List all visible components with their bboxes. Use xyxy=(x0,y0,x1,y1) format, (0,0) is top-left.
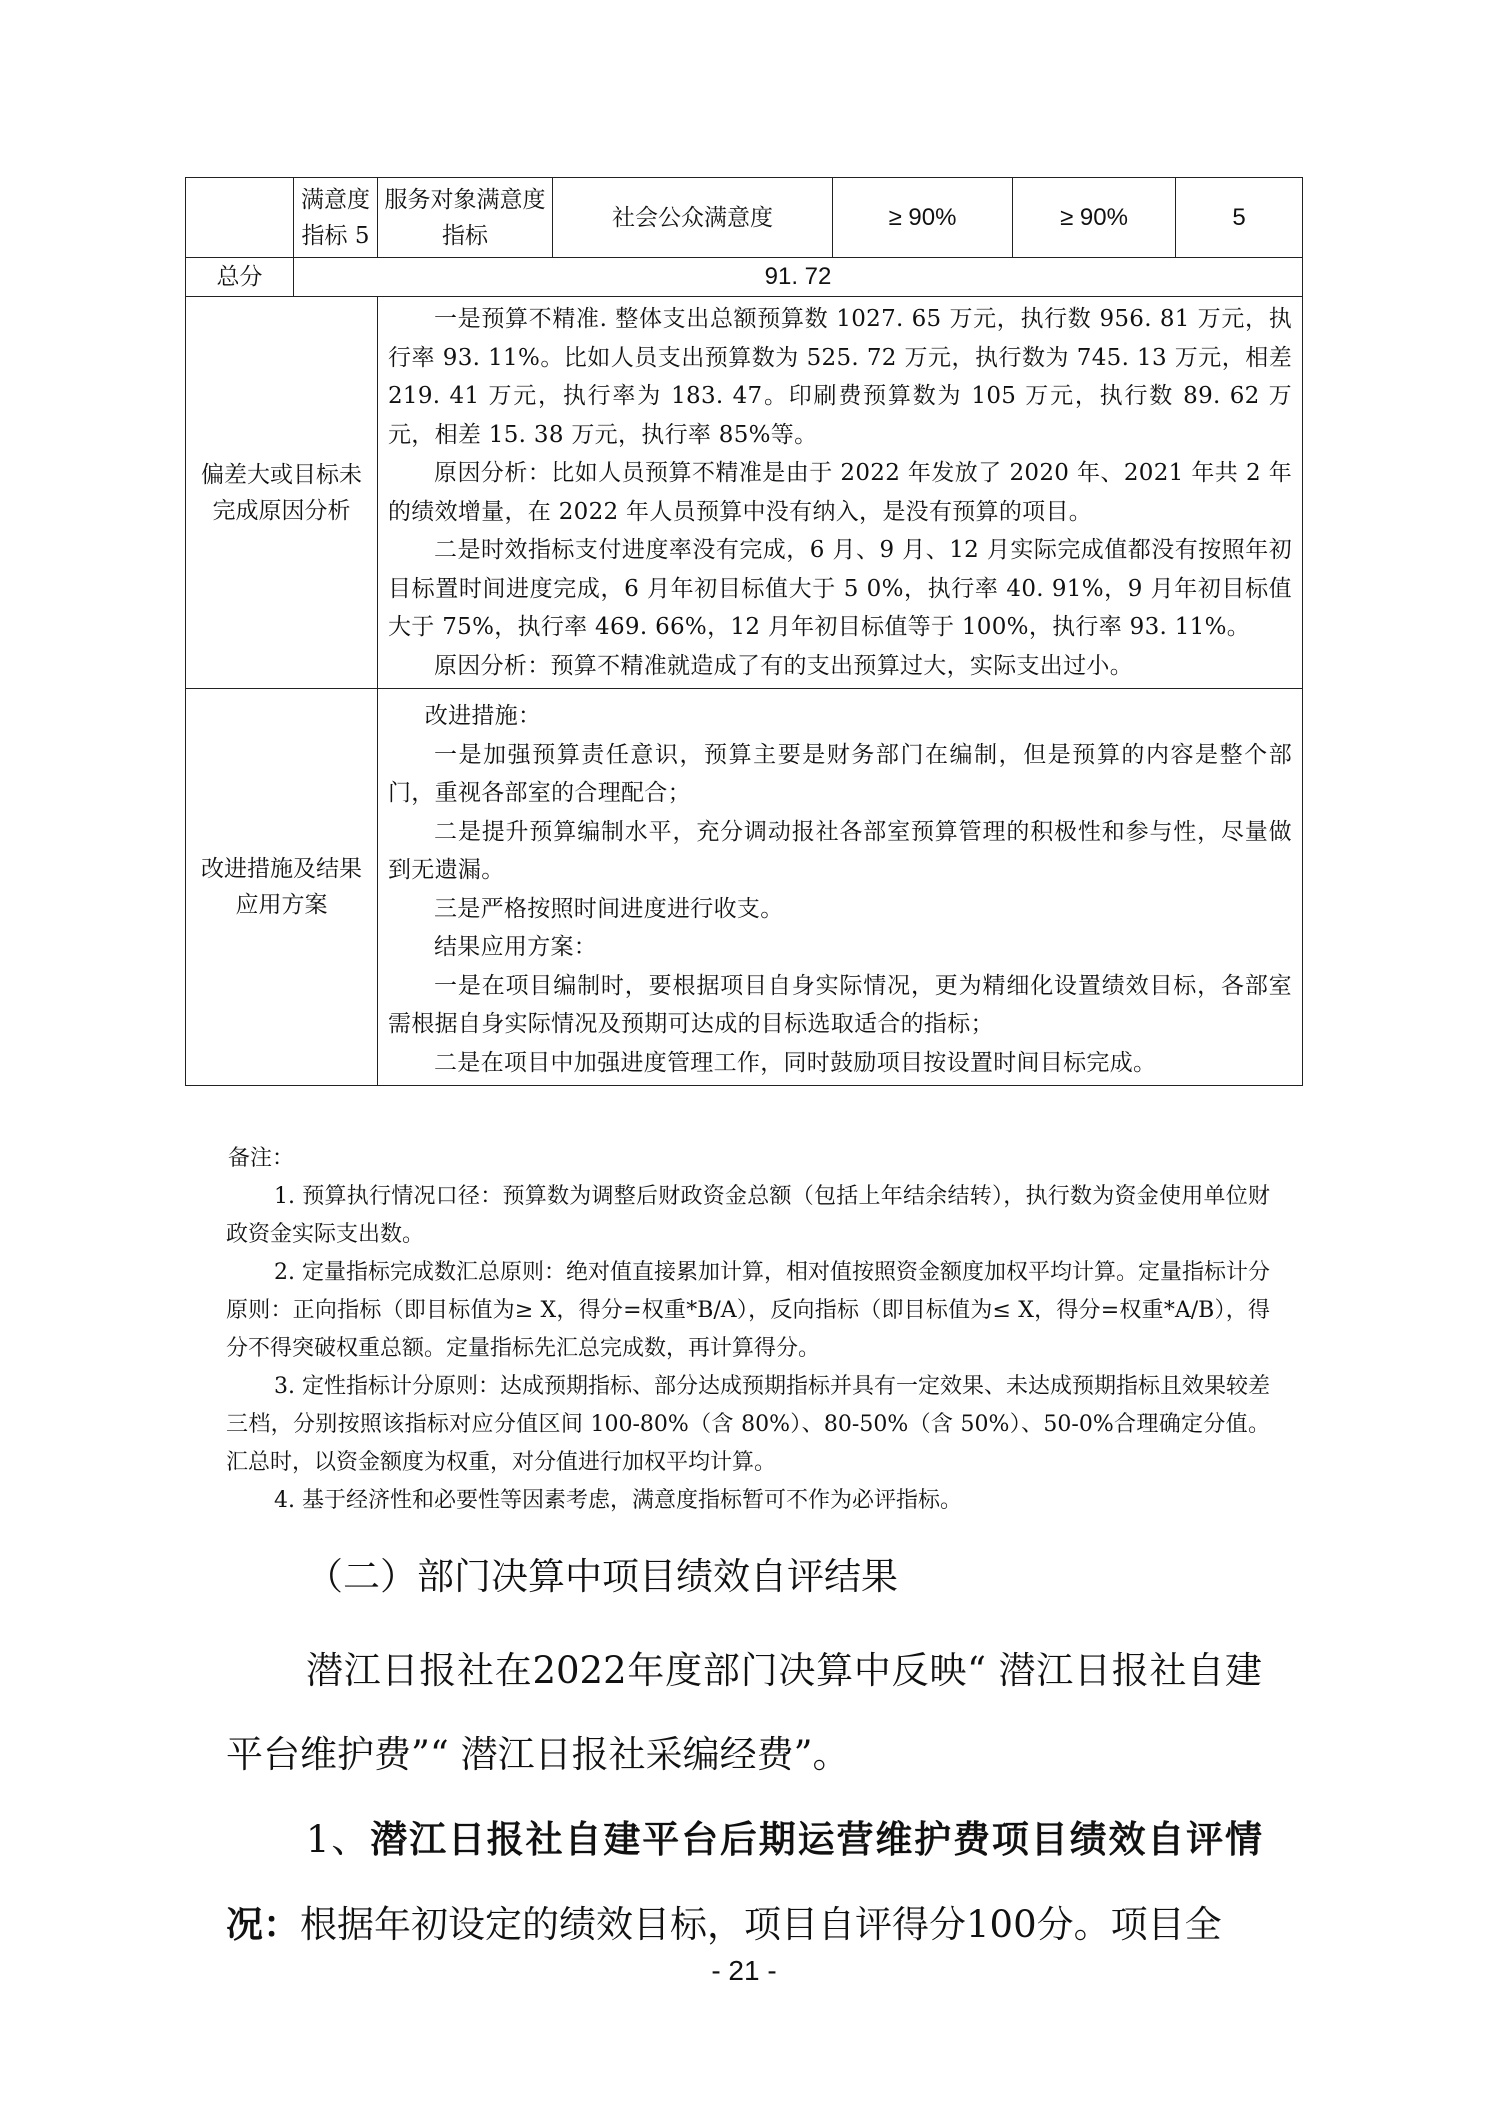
body-text xyxy=(226,1545,1262,1967)
note-item: 4. 基于经济性和必要性等因素考虑，满意度指标暂可不作为必评指标。 xyxy=(274,1488,962,1513)
page-number: - 21 - xyxy=(711,1955,777,1986)
deviation-paragraph: 一是预算不精准. 整体支出总额预算数 1027. 65 万元，执行数 956. 81 万元，执行率 93. 11%。比如人员支出预算数为 525. 72 万元，执行数为 745. 13 万元，相差 219. 41 万元，执行率为 183. 47。印刷费预算数为 105 万元，执行数 89. 62 万元，相差 15. 38 万元，执行率 85%等。 xyxy=(388,306,1292,448)
deviation-content xyxy=(378,297,1303,689)
improvement-label: 改进措施及结果应用方案 xyxy=(186,689,378,1086)
deviation-paragraph: 原因分析：预算不精准就造成了有的支出预算过大，实际支出过小。 xyxy=(434,652,1133,679)
deviation-paragraph: 原因分析：比如人员预算不精准是由于 2022 年发放了 2020 年、2021 年共 2 年的绩效增量，在 2022 年人员预算中没有纳入，是没有预算的项目。 xyxy=(388,460,1292,525)
performance-table xyxy=(185,177,1303,1086)
improvement-paragraph: 一是在项目编制时，要根据项目自身实际情况，更为精细化设置绩效目标，各部室需根据自身实际情况及预期可达成的目标选取适合的指标； xyxy=(388,972,1292,1037)
notes-heading: 备注： xyxy=(228,1146,295,1171)
improvement-paragraph: 结果应用方案： xyxy=(434,934,598,960)
level2-cell: 满意度指标 5 xyxy=(294,178,378,258)
satisfaction-row xyxy=(186,178,1303,258)
deviation-paragraph: 二是时效指标支付进度率没有完成，6 月、9 月、12 月实际完成值都没有按照年初目标置时间进度完成，6 月年初目标值大于 5 0%，执行率 40. 91%，9 月年初目标值大于 75%，执行率 469. 66%，12 月年初目标值等于 100%，执行率 93. 11%。 xyxy=(388,537,1292,640)
level3-cell: 服务对象满意度指标 xyxy=(378,178,553,258)
deviation-row xyxy=(186,297,1303,689)
total-label: 总分 xyxy=(186,258,294,297)
note-item: 3. 定性指标计分原则：达成预期指标、部分达成预期指标并具有一定效果、未达成预期指标且效果较差三档，分别按照该指标对应分值区间 100-80%（含 80%）、80-50%（含 50%）、50-0%合理确定分值。汇总时，以资金额度为权重，对分值进行加权平均计算。 xyxy=(226,1374,1270,1475)
note-item: 2. 定量指标完成数汇总原则：绝对值直接累加计算，相对值按照资金额度加权平均计算。定量指标计分原则：正向指标（即目标值为≥ X，得分=权重*B/A），反向指标（即目标值为≤ X，得分=权重*A/B），得分不得突破权重总额。定量指标先汇总完成数，再计算得分。 xyxy=(226,1260,1270,1361)
total-value: 91. 72 xyxy=(294,258,1303,297)
improvement-content xyxy=(378,689,1303,1086)
deviation-label: 偏差大或目标未完成原因分析 xyxy=(186,297,378,689)
item1-paragraph xyxy=(226,1797,1262,1967)
item1-heading: 潜江日报社自建平台后期运营维护费项目绩效自评情况： xyxy=(226,1817,1262,1946)
section-title: （二）部门决算中项目绩效自评结果 xyxy=(306,1555,898,1598)
indicator-cell: 社会公众满意度 xyxy=(553,178,833,258)
improvement-paragraph: 一是加强预算责任意识，预算主要是财务部门在编制，但是预算的内容是整个部门，重视各部室的合理配合； xyxy=(388,741,1292,806)
improvement-paragraph: 三是严格按照时间进度进行收支。 xyxy=(434,895,784,922)
target-cell: ≥ 90% xyxy=(833,178,1013,258)
level1-cell xyxy=(186,178,294,258)
intro-paragraph: 潜江日报社在2022年度部门决算中反映“ 潜江日报社自建平台维护费”“ 潜江日报社采编经费”。 xyxy=(226,1649,1262,1776)
improvement-paragraph: 二是提升预算编制水平，充分调动报社各部室预算管理的积极性和参与性，尽量做到无遗漏。 xyxy=(388,818,1292,883)
note-item: 1. 预算执行情况口径：预算数为调整后财政资金总额（包括上年结余结转），执行数为资金使用单位财政资金实际支出数。 xyxy=(226,1184,1270,1247)
item1-text: 根据年初设定的绩效目标，项目自评得分100分。项目全 xyxy=(300,1903,1222,1946)
improvement-paragraph: 二是在项目中加强进度管理工作，同时鼓励项目按设置时间目标完成。 xyxy=(434,1049,1157,1076)
notes-section xyxy=(226,1140,1270,1520)
total-row xyxy=(186,258,1303,297)
item1-number: 1、 xyxy=(306,1818,371,1861)
improvement-paragraph: 改进措施： xyxy=(424,703,542,729)
score-cell: 5 xyxy=(1176,178,1303,258)
actual-cell: ≥ 90% xyxy=(1013,178,1176,258)
improvement-row xyxy=(186,689,1303,1086)
